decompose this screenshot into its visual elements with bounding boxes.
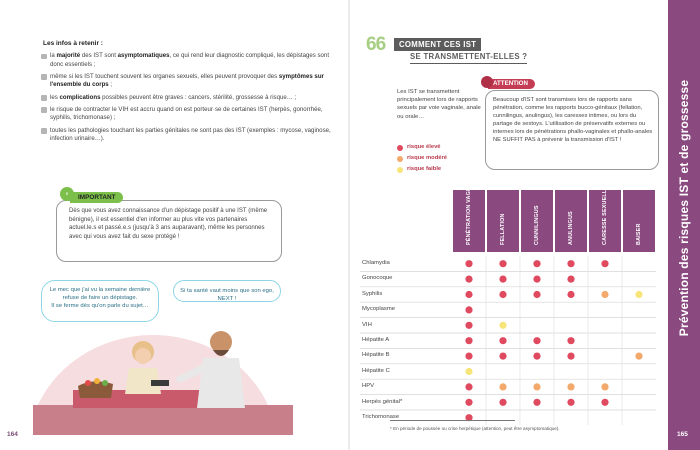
footnote-rule <box>390 420 515 421</box>
risk-high-dot-icon <box>465 399 472 406</box>
risk-low-dot-icon <box>635 291 642 298</box>
risk-low-dot-icon <box>397 167 403 173</box>
risk-high-dot-icon <box>567 276 574 283</box>
risk-high-dot-icon <box>533 399 540 406</box>
risk-high-dot-icon <box>499 260 506 267</box>
risk-high-dot-icon <box>533 276 540 283</box>
risk-high-dot-icon <box>465 291 472 298</box>
risk-high-dot-icon <box>533 337 540 344</box>
risk-high-dot-icon <box>533 353 540 360</box>
risk-high-dot-icon <box>567 260 574 267</box>
key-fact-item: même si les IST touchent souvent les organes sexuels, elles peuvent provoquer des symptômes sur l'ensemble du corps ; <box>41 73 331 90</box>
section-title-line2: SE TRANSMETTENT-ELLES ? <box>410 51 527 64</box>
speech-bubble-right: Si ta santé vaut moins que son ego, NEXT ! <box>173 280 281 302</box>
fruit-icon <box>94 378 100 384</box>
comic-illustration <box>33 280 293 435</box>
risk-moderate-dot-icon <box>533 383 540 390</box>
woman-face <box>135 348 151 364</box>
table-row-label: Syphilis <box>362 290 383 297</box>
risk-high-dot-icon <box>465 306 472 313</box>
table-row-label: Mycoplasme <box>362 306 396 313</box>
key-facts-list <box>41 52 331 147</box>
risk-high-dot-icon <box>499 399 506 406</box>
risk-high-dot-icon <box>601 399 608 406</box>
man-body <box>197 358 245 408</box>
legend-item-high: risque élevé <box>397 142 447 153</box>
table-row-label: Gonocoque <box>362 275 393 282</box>
legend-item-moderate: risque modéré <box>397 153 447 164</box>
exclamation-icon: !! <box>60 187 74 201</box>
important-label: IMPORTANT <box>70 192 123 203</box>
risk-high-dot-icon <box>465 276 472 283</box>
risk-high-dot-icon <box>465 353 472 360</box>
risk-high-dot-icon <box>533 291 540 298</box>
risk-moderate-dot-icon <box>601 383 608 390</box>
risk-high-dot-icon <box>465 337 472 344</box>
bullet-square-icon <box>41 74 47 80</box>
risk-high-dot-icon <box>499 276 506 283</box>
risk-low-dot-icon <box>499 322 506 329</box>
risk-legend <box>397 142 447 175</box>
risk-low-dot-icon <box>465 368 472 375</box>
attention-text: Beaucoup d'IST sont transmises lors de rapports sans pénétration, comme les rapports bucco-génitaux (fellation, cunnilingus, anulingus), les caresses intimes, ou lors du partage de sextoys. L'utilisation de préservatifs externes ou internes lors de pénétrations phallo-vaginales et phallo-anales NE SUFFIT PAS à prévenir la transmission d'IST ! <box>493 97 653 143</box>
bullet-square-icon <box>41 95 47 101</box>
risk-moderate-dot-icon <box>397 156 403 162</box>
risk-high-dot-icon <box>533 260 540 267</box>
intro-text: Les IST se transmettent principalement lors de rapports sexuels par voie vaginale, anale ou orale… <box>397 89 481 120</box>
footnote: * En période de poussée ou crise herpétique (attention, peut être asymptomatique). <box>390 426 560 431</box>
bullet-square-icon <box>41 54 47 60</box>
column-header-label: FELLATION <box>500 213 506 245</box>
table-row-label: Hépatite A <box>362 337 390 343</box>
key-fact-item: le risque de contracter le VIH est accru quand on est porteur·se de certaines IST (herpès, gonorrhée, syphilis, trichomonase) ; <box>41 106 331 123</box>
section-title-line1: COMMENT CES IST <box>394 38 481 51</box>
risk-high-dot-icon <box>567 337 574 344</box>
risk-high-dot-icon <box>499 291 506 298</box>
column-header-label: CARESSE SEXUELLE <box>602 185 608 245</box>
table-row-label: Chlamydia <box>362 260 390 266</box>
risk-high-dot-icon <box>465 260 472 267</box>
table-row-label: Herpès génital* <box>362 398 403 405</box>
chapter-title: Prévention des risques IST et de grossesse <box>677 79 691 337</box>
column-header-label: CUNNILINGUS <box>534 205 540 245</box>
column-header-label: PÉNÉTRATION VAGINALE/ ANALE <box>466 151 472 245</box>
table-row-label: HPV <box>362 383 375 390</box>
key-fact-item: toutes les pathologies touchant les parties génitales ne sont pas des IST (exemples : mycose, vaginose, infection urinaire…). <box>41 127 331 144</box>
page-gutter <box>348 0 350 450</box>
page-number-left: 164 <box>7 431 18 438</box>
important-text: Dès que vous avez connaissance d'un dépistage positif à une IST (même bénigne), il est essentiel d'en informer au plus vite vos partenaires actuel.le.s et passé.e.s (jusqu'à 3 ans auparavant), même les personnes avec qui vous avez fait du sexe protégé ! <box>69 207 268 240</box>
fruit-icon <box>85 380 91 386</box>
warning-icon <box>481 76 493 88</box>
speech-bubble-left: Le mec que j'ai vu la semaine dernière refuse de faire un dépistage. Il se ferme dès qu'on parle du sujet… <box>41 280 159 322</box>
risk-high-dot-icon <box>465 383 472 390</box>
legend-item-low: risque faible <box>397 164 447 175</box>
risk-high-dot-icon <box>567 353 574 360</box>
risk-high-dot-icon <box>499 353 506 360</box>
man-head <box>210 331 232 353</box>
key-fact-item: la majorité des IST sont asymptomatiques, ce qui rend leur diagnostic compliqué, les dépistages sont donc essentiels ; <box>41 52 331 69</box>
table-row-label: Hépatite C <box>362 367 390 374</box>
risk-moderate-dot-icon <box>635 353 642 360</box>
table-row-label: VIH <box>362 321 372 328</box>
risk-moderate-dot-icon <box>601 291 608 298</box>
laptop <box>151 380 169 386</box>
section-number: 66 <box>366 34 386 55</box>
infos-title: Les infos à retenir : <box>43 40 103 47</box>
risk-high-dot-icon <box>499 337 506 344</box>
column-header-label: BAISER <box>636 223 642 245</box>
risk-moderate-dot-icon <box>499 383 506 390</box>
risk-high-dot-icon <box>465 322 472 329</box>
risk-high-dot-icon <box>567 291 574 298</box>
key-fact-item: les complications possibles peuvent être graves : cancers, stérilité, grossesse à risque… ; <box>41 94 331 103</box>
page-number-right: 165 <box>677 431 688 438</box>
risk-moderate-dot-icon <box>567 383 574 390</box>
table-row-label: Hépatite B <box>362 352 390 359</box>
risk-high-dot-icon <box>567 399 574 406</box>
attention-label: ATTENTION <box>488 79 535 89</box>
risk-high-dot-icon <box>397 145 403 151</box>
fruit-icon <box>102 380 108 386</box>
column-header-label: ANULINGUS <box>568 211 574 245</box>
bullet-square-icon <box>41 107 47 113</box>
floor <box>33 405 293 435</box>
risk-high-dot-icon <box>601 260 608 267</box>
table-row-label: Trichomonase <box>362 414 400 420</box>
bullet-square-icon <box>41 128 47 134</box>
